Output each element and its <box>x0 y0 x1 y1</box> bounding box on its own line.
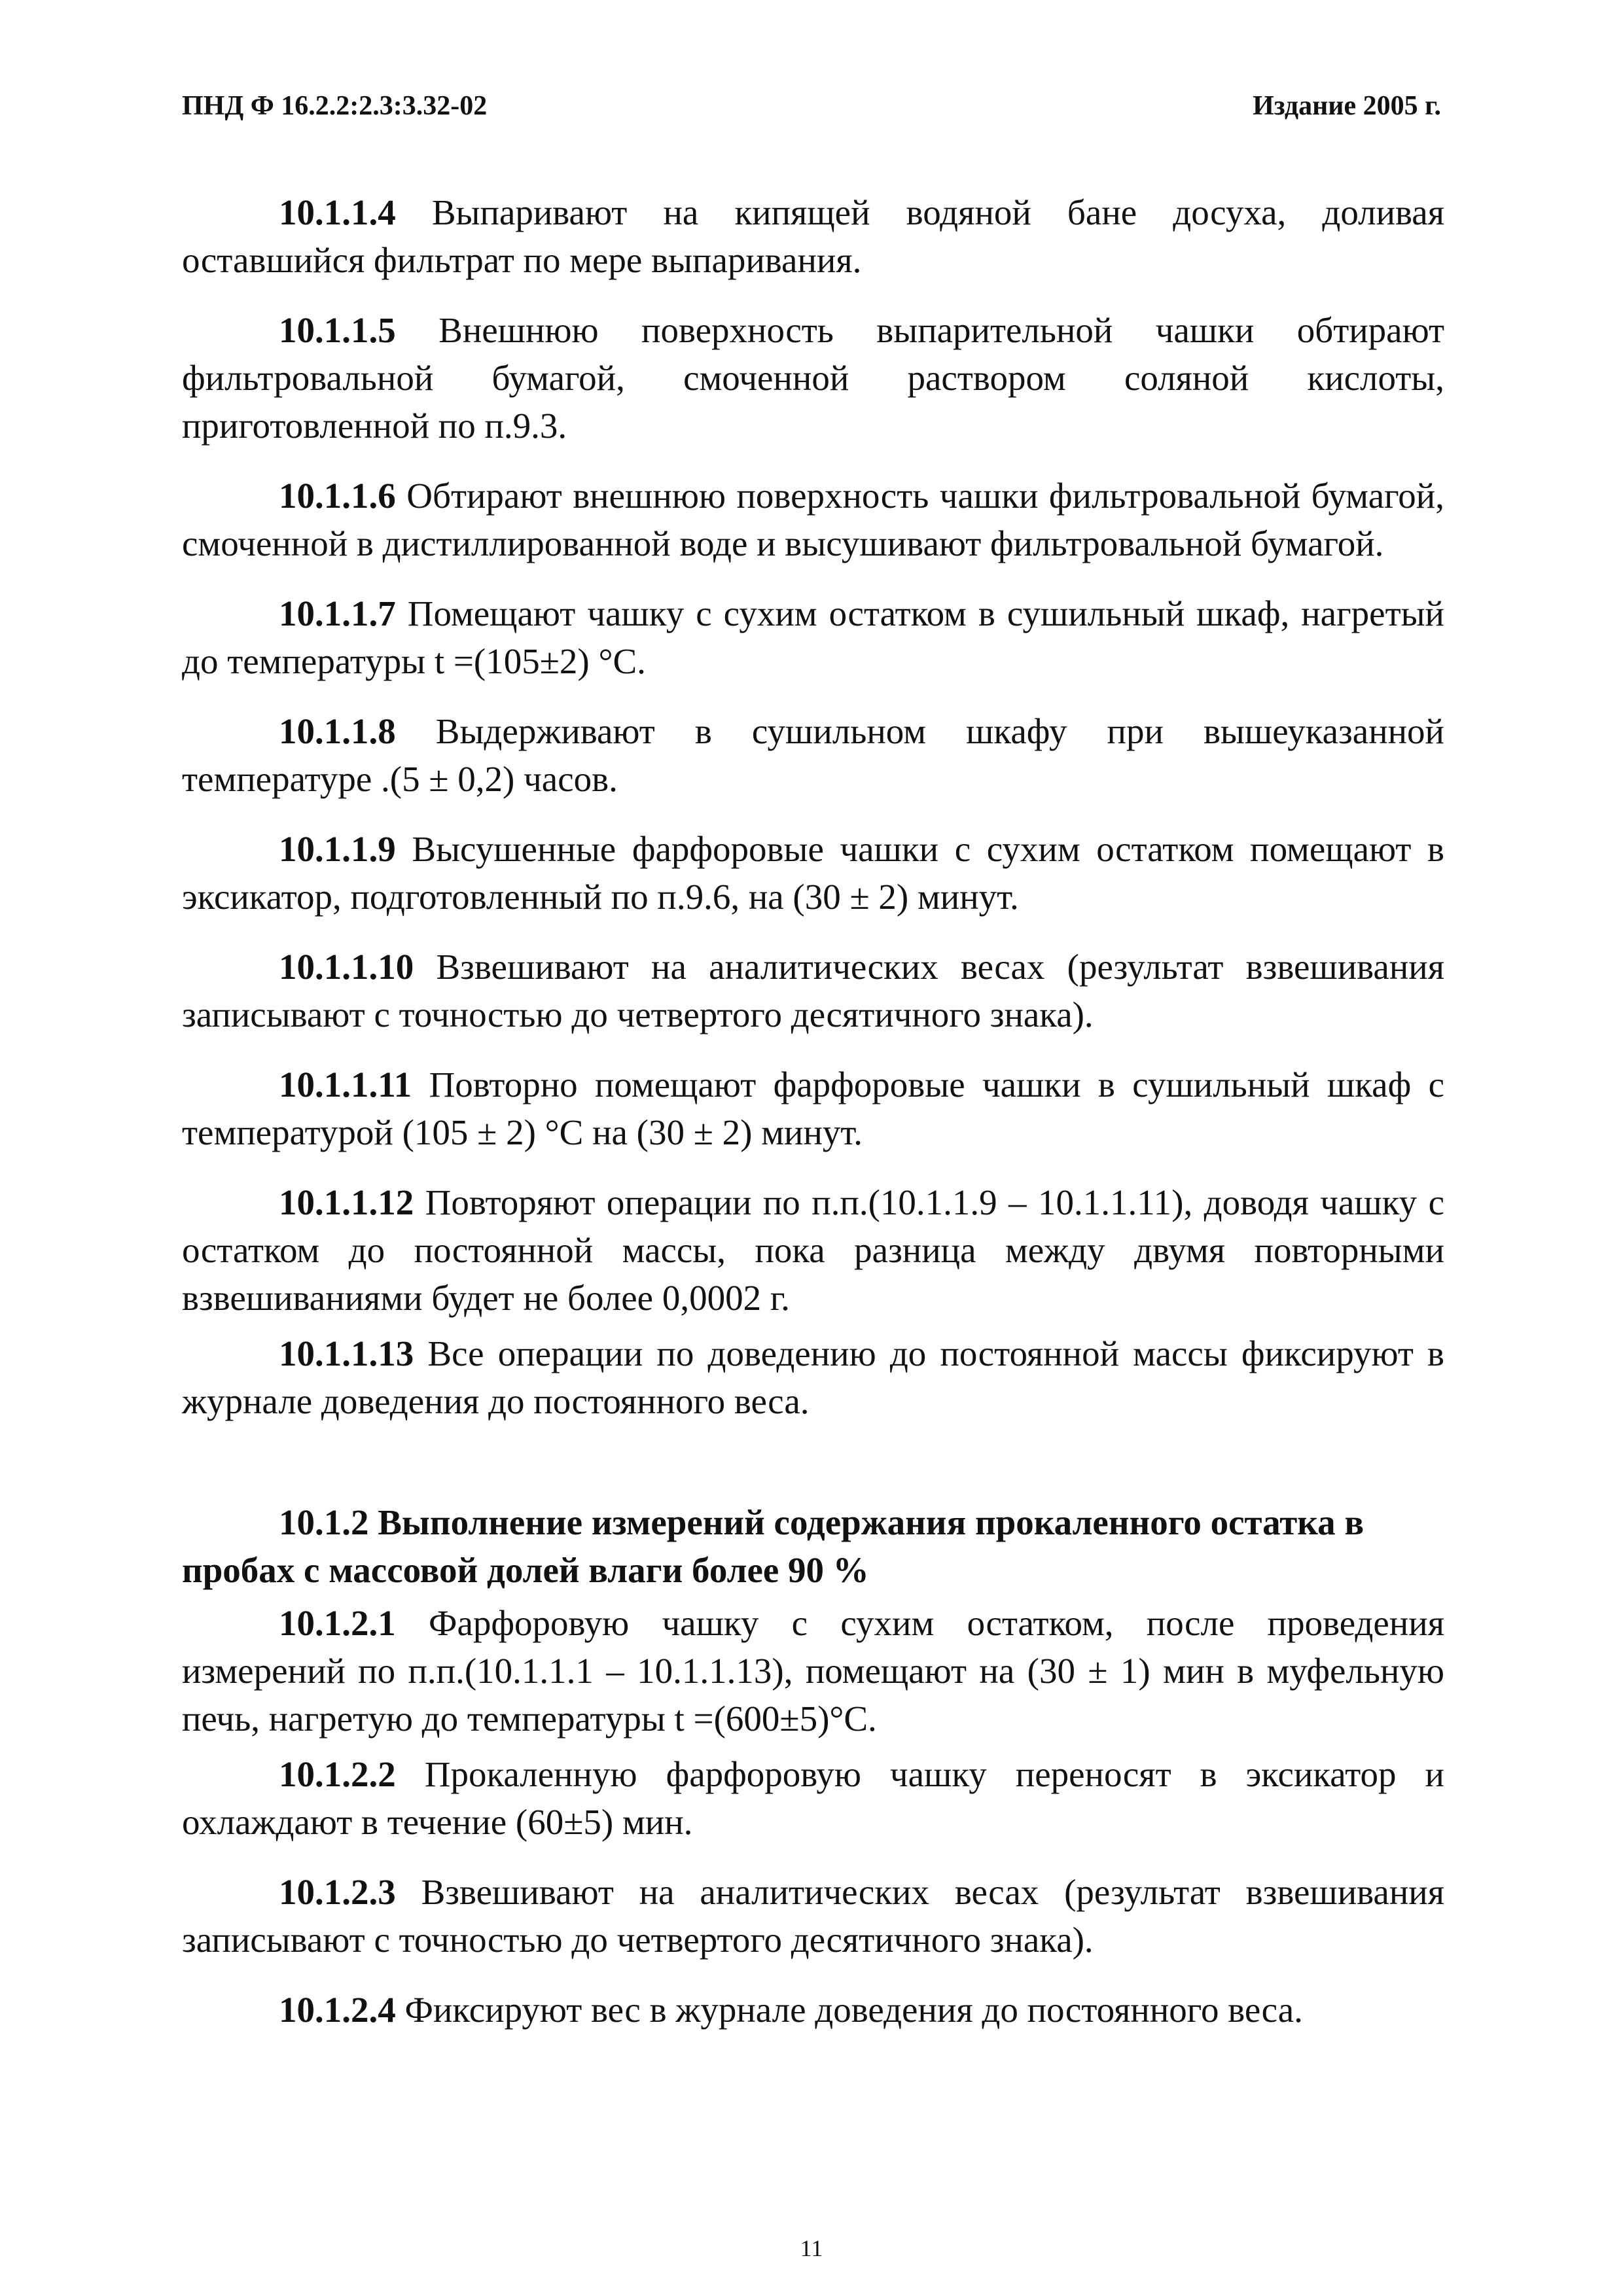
paragraph-number: 10.1.2.4 <box>279 1990 396 2030</box>
page-number: 11 <box>800 2235 823 2261</box>
paragraph-text: Взвешивают на аналитических весах (результат взвешивания записывают с точностью до четвертого десятичного знака). <box>182 947 1444 1034</box>
paragraph-number: 10.1.1.8 <box>279 711 396 751</box>
paragraph-text: Взвешивают на аналитических весах (результат взвешивания записывают с точностью до четвертого десятичного знака). <box>182 1872 1444 1960</box>
paragraph-text: Обтирают внешнюю поверхность чашки фильтровальной бумагой, смоченной в дистиллированной воде и высушивают фильтровальной бумагой. <box>182 476 1444 563</box>
paragraph-10-1-2-2 <box>182 1750 1444 1846</box>
paragraph-number: 10.1.1.7 <box>279 593 396 633</box>
paragraph-number: 10.1.1.12 <box>279 1182 414 1222</box>
paragraph-number: 10.1.1.13 <box>279 1333 414 1373</box>
paragraph-text: Повторно помещают фарфоровые чашки в сушильный шкаф с температурой (105 ± 2) °С на (30 ± 2) минут. <box>182 1065 1444 1152</box>
section-heading: 10.1.2 Выполнение измерений содержания прокаленного остатка в пробах с массовой долей влаги более 90 % <box>182 1502 1364 1590</box>
edition-label: Издание 2005 г. <box>1253 91 1441 121</box>
paragraph-10-1-1-12 <box>182 1178 1444 1322</box>
document-body <box>182 188 1444 2056</box>
paragraph-text: Фиксируют вес в журнале доведения до постоянного веса. <box>395 1990 1303 2030</box>
paragraph-text: Выдерживают в сушильном шкафу при вышеуказанной температуре .(5 ± 0,2) часов. <box>182 711 1444 799</box>
paragraph-number: 10.1.2.1 <box>279 1603 396 1643</box>
paragraph-number: 10.1.1.11 <box>279 1065 412 1104</box>
paragraph-10-1-1-8 <box>182 707 1444 803</box>
paragraph-10-1-2-1 <box>182 1599 1444 1742</box>
document-code: ПНД Ф 16.2.2:2.3:3.32-02 <box>182 91 488 121</box>
paragraph-10-1-1-6 <box>182 472 1444 567</box>
paragraph-10-1-1-5 <box>182 306 1444 450</box>
paragraph-text: Фарфоровую чашку с сухим остатком, после проведения измерений по п.п.(10.1.1.1 – 10.1.1.13), помещают на (30 ± 1) мин в муфельную печь, нагретую до температуры t =(600±5)°С. <box>182 1603 1444 1739</box>
paragraph-number: 10.1.1.9 <box>279 829 396 869</box>
paragraph-number: 10.1.2.2 <box>279 1754 396 1794</box>
paragraph-text: Все операции по доведению до постоянной массы фиксируют в журнале доведения до постоянного веса. <box>182 1333 1444 1421</box>
paragraph-10-1-2-4 <box>182 1986 1444 2034</box>
paragraph-text: Помещают чашку с сухим остатком в сушильный шкаф, нагретый до температуры t =(105±2) °С. <box>182 593 1444 681</box>
paragraph-10-1-1-4 <box>182 188 1444 284</box>
paragraph-text: Повторяют операции по п.п.(10.1.1.9 – 10.1.1.11), доводя чашку с остатком до постоянной массы, пока разница между двумя повторными взвешиваниями будет не более 0,0002 г. <box>182 1182 1444 1318</box>
page-header <box>182 90 1441 130</box>
paragraph-text: Внешнюю поверхность выпарительной чашки обтирают фильтровальной бумагой, смоченной раствором соляной кислоты, приготовленной по п.9.3. <box>182 310 1444 446</box>
paragraph-10-1-1-7 <box>182 590 1444 685</box>
paragraph-text: Выпаривают на кипящей водяной бане досуха, доливая оставшийся фильтрат по мере выпаривания. <box>182 192 1444 280</box>
paragraph-10-1-1-10 <box>182 943 1444 1038</box>
paragraph-text: Высушенные фарфоровые чашки с сухим остатком помещают в эксикатор, подготовленный по п.9.6, на (30 ± 2) минут. <box>182 829 1444 917</box>
paragraph-10-1-1-13 <box>182 1330 1444 1425</box>
paragraph-number: 10.1.1.5 <box>279 310 396 350</box>
paragraph-number: 10.1.1.4 <box>279 192 396 232</box>
paragraph-number: 10.1.2.3 <box>279 1872 396 1912</box>
paragraph-number: 10.1.1.6 <box>279 476 396 516</box>
paragraph-10-1-2-3 <box>182 1868 1444 1964</box>
paragraph-10-1-1-9 <box>182 825 1444 921</box>
paragraph-number: 10.1.1.10 <box>279 947 414 987</box>
paragraph-text: Прокаленную фарфоровую чашку переносят в эксикатор и охлаждают в течение (60±5) мин. <box>182 1754 1444 1842</box>
paragraph-10-1-1-11 <box>182 1061 1444 1156</box>
